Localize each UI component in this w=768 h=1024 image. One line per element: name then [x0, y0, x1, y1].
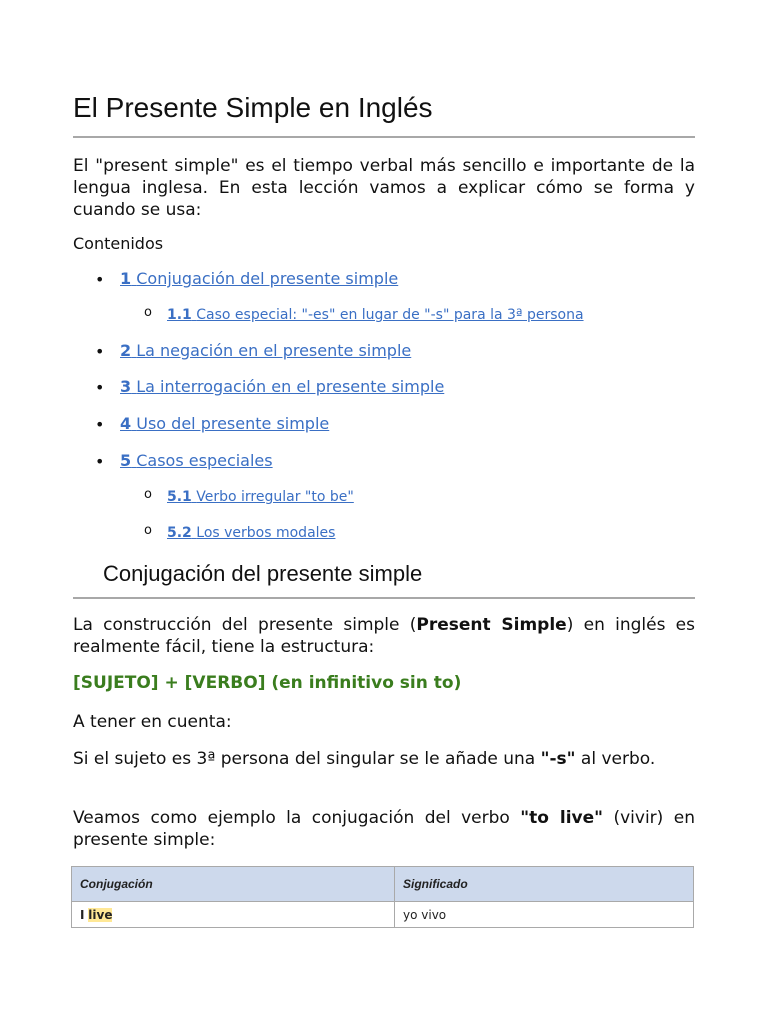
structure-formula: [SUJETO] + [VERBO] (en infinitivo sin to) — [73, 673, 462, 693]
bullet-dot: • — [95, 378, 105, 397]
toc-item-3[interactable]: 3 La interrogación en el presente simple — [120, 377, 445, 396]
toc-item-5-1[interactable]: 5.1 Verbo irregular "to be" — [167, 489, 354, 505]
bullet-dot: • — [95, 342, 105, 361]
bullet-dot: • — [95, 415, 105, 434]
section-heading: Conjugación del presente simple — [103, 561, 423, 586]
bullet-circle: o — [144, 305, 152, 320]
column-header: Conjugación — [72, 867, 395, 902]
table-cell-meaning: yo vivo — [395, 902, 694, 928]
conjugation-table — [71, 866, 694, 928]
table-header-row — [72, 867, 694, 902]
toc-item-5-2[interactable]: 5.2 Los verbos modales — [167, 525, 336, 541]
toc-item-1[interactable]: 1 Conjugación del presente simple — [120, 269, 399, 288]
page-title: El Presente Simple en Inglés — [73, 92, 433, 123]
table-row — [72, 902, 694, 928]
bullet-dot: • — [95, 270, 105, 289]
toc-item-5[interactable]: 5 Casos especiales — [120, 451, 273, 470]
highlighted-verb: live — [88, 907, 113, 922]
bullet-dot: • — [95, 452, 105, 471]
bullet-circle: o — [144, 487, 152, 502]
title-divider — [73, 136, 695, 138]
toc-item-4[interactable]: 4 Uso del presente simple — [120, 414, 330, 433]
third-person-paragraph: Si el sujeto es 3ª persona del singular se le añade una "-s" al verbo. — [73, 749, 656, 769]
construction-paragraph: La construcción del presente simple (Present Simple) en inglés es realmente fácil, tiene la estructura: — [73, 615, 695, 657]
column-header: Significado — [395, 867, 694, 902]
table-cell-conjugation: I live — [72, 902, 395, 928]
toc-item-1-1[interactable]: 1.1 Caso especial: "-es" en lugar de "-s" para la 3ª persona — [167, 307, 584, 323]
intro-paragraph: El "present simple" es el tiempo verbal más sencillo e importante de la lengua inglesa. En esta lección vamos a explicar cómo se forma y cuando se usa: — [73, 156, 695, 220]
section-divider — [73, 597, 695, 599]
bullet-circle: o — [144, 523, 152, 538]
example-paragraph: Veamos como ejemplo la conjugación del verbo "to live" (vivir) en presente simple: — [73, 808, 695, 850]
note-paragraph: A tener en cuenta: — [73, 712, 232, 732]
toc-heading: Contenidos — [73, 234, 164, 253]
toc-item-2[interactable]: 2 La negación en el presente simple — [120, 341, 412, 360]
